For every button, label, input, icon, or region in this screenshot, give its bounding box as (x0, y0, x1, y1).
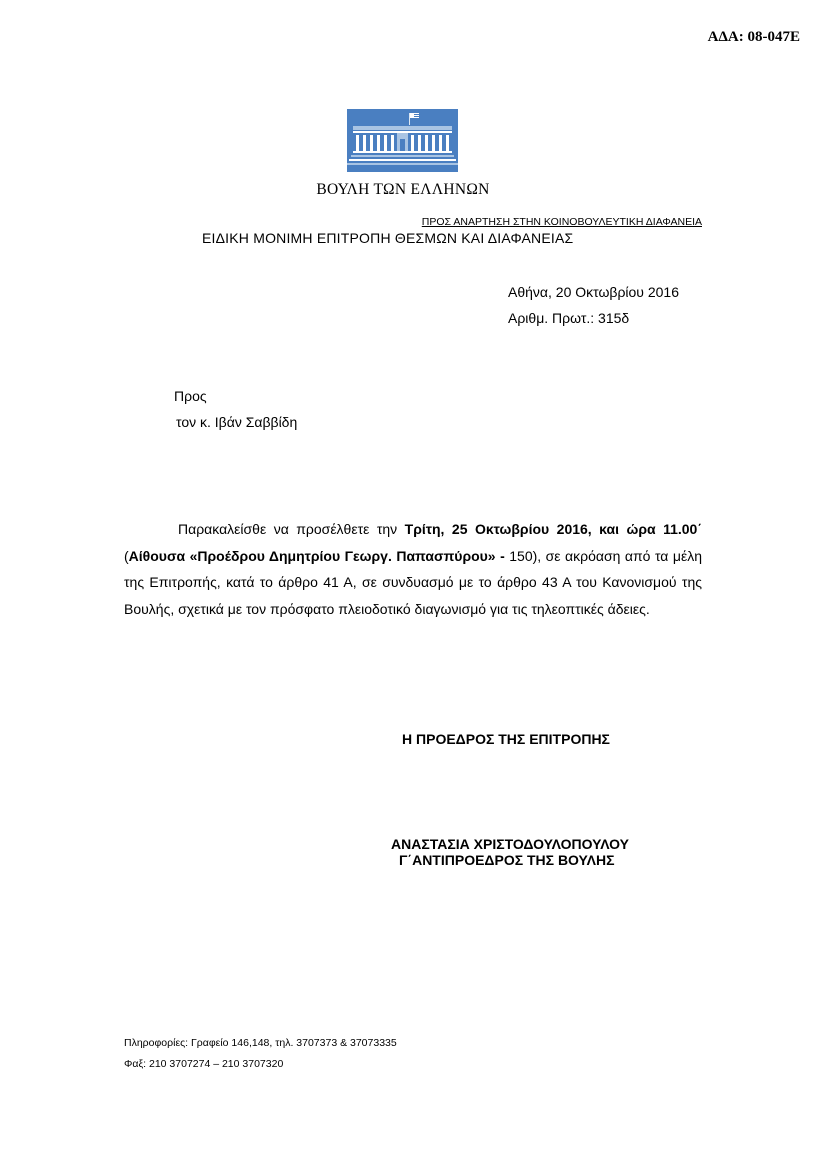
addressee-name: τον κ. Ιβάν Σαββίδη (176, 414, 298, 430)
body-text-3: 150), σε ακρόαση από τα μέλη της Επιτροπής, κατά το άρθρο 41 Α, σε συνδυασμό με το άρθρο 43 Α του Κανονισμού της Βουλής, σχετικά με τον πρόσφατο πλειοδοτικό διαγωνισμό για τις τηλεοπτικές άδειες. (124, 547, 702, 618)
body-text-1: Παρακαλείσθε να προσέλθετε την (178, 521, 405, 537)
signature-role: Γ΄ΑΝΤΙΠΡΟΕΔΡΟΣ ΤΗΣ ΒΟΥΛΗΣ (399, 852, 615, 868)
signature-title: Η ΠΡΟΕΔΡΟΣ ΤΗΣ ΕΠΙΤΡΟΠΗΣ (402, 731, 610, 747)
letter-date: Αθήνα, 20 Οκτωβρίου 2016 (508, 284, 680, 300)
parliament-logo (347, 109, 458, 172)
body-room: Αίθουσα «Προέδρου Δημητρίου Γεωργ. Παπασπύρου» - (128, 547, 505, 564)
ada-number: ΑΔΑ: 08-047Ε (707, 29, 800, 45)
footer-fax: Φαξ: 210 3707274 – 210 3707320 (124, 1058, 284, 1070)
addressee-to: Προς (174, 388, 207, 404)
logo-caption: ΒΟΥΛΗ ΤΩΝ ΕΛΛΗΝΩΝ (316, 181, 490, 198)
committee-title: ΕΙΔΙΚΗ ΜΟΝΙΜΗ ΕΠΙΤΡΟΠΗ ΘΕΣΜΩΝ ΚΑΙ ΔΙΑΦΑΝΕΙΑΣ (202, 230, 574, 246)
protocol-number: Αριθμ. Πρωτ.: 315δ (508, 310, 630, 326)
body-text-2: ( (124, 547, 129, 564)
signature-name: ΑΝΑΣΤΑΣΙΑ ΧΡΙΣΤΟΔΟΥΛΟΠΟΥΛΟΥ (391, 836, 630, 852)
body-date-time: Τρίτη, 25 Οκτωβρίου 2016, και ώρα 11.00΄ (404, 521, 702, 537)
letter-body (124, 516, 702, 623)
posting-note: ΠΡΟΣ ΑΝΑΡΤΗΣΗ ΣΤΗΝ ΚΟΙΝΟΒΟΥΛΕΥΤΙΚΗ ΔΙΑΦΑΝΕΙΑ (421, 216, 702, 228)
footer-info: Πληροφορίες: Γραφείο 146,148, τηλ. 3707373 & 37073335 (124, 1037, 397, 1049)
